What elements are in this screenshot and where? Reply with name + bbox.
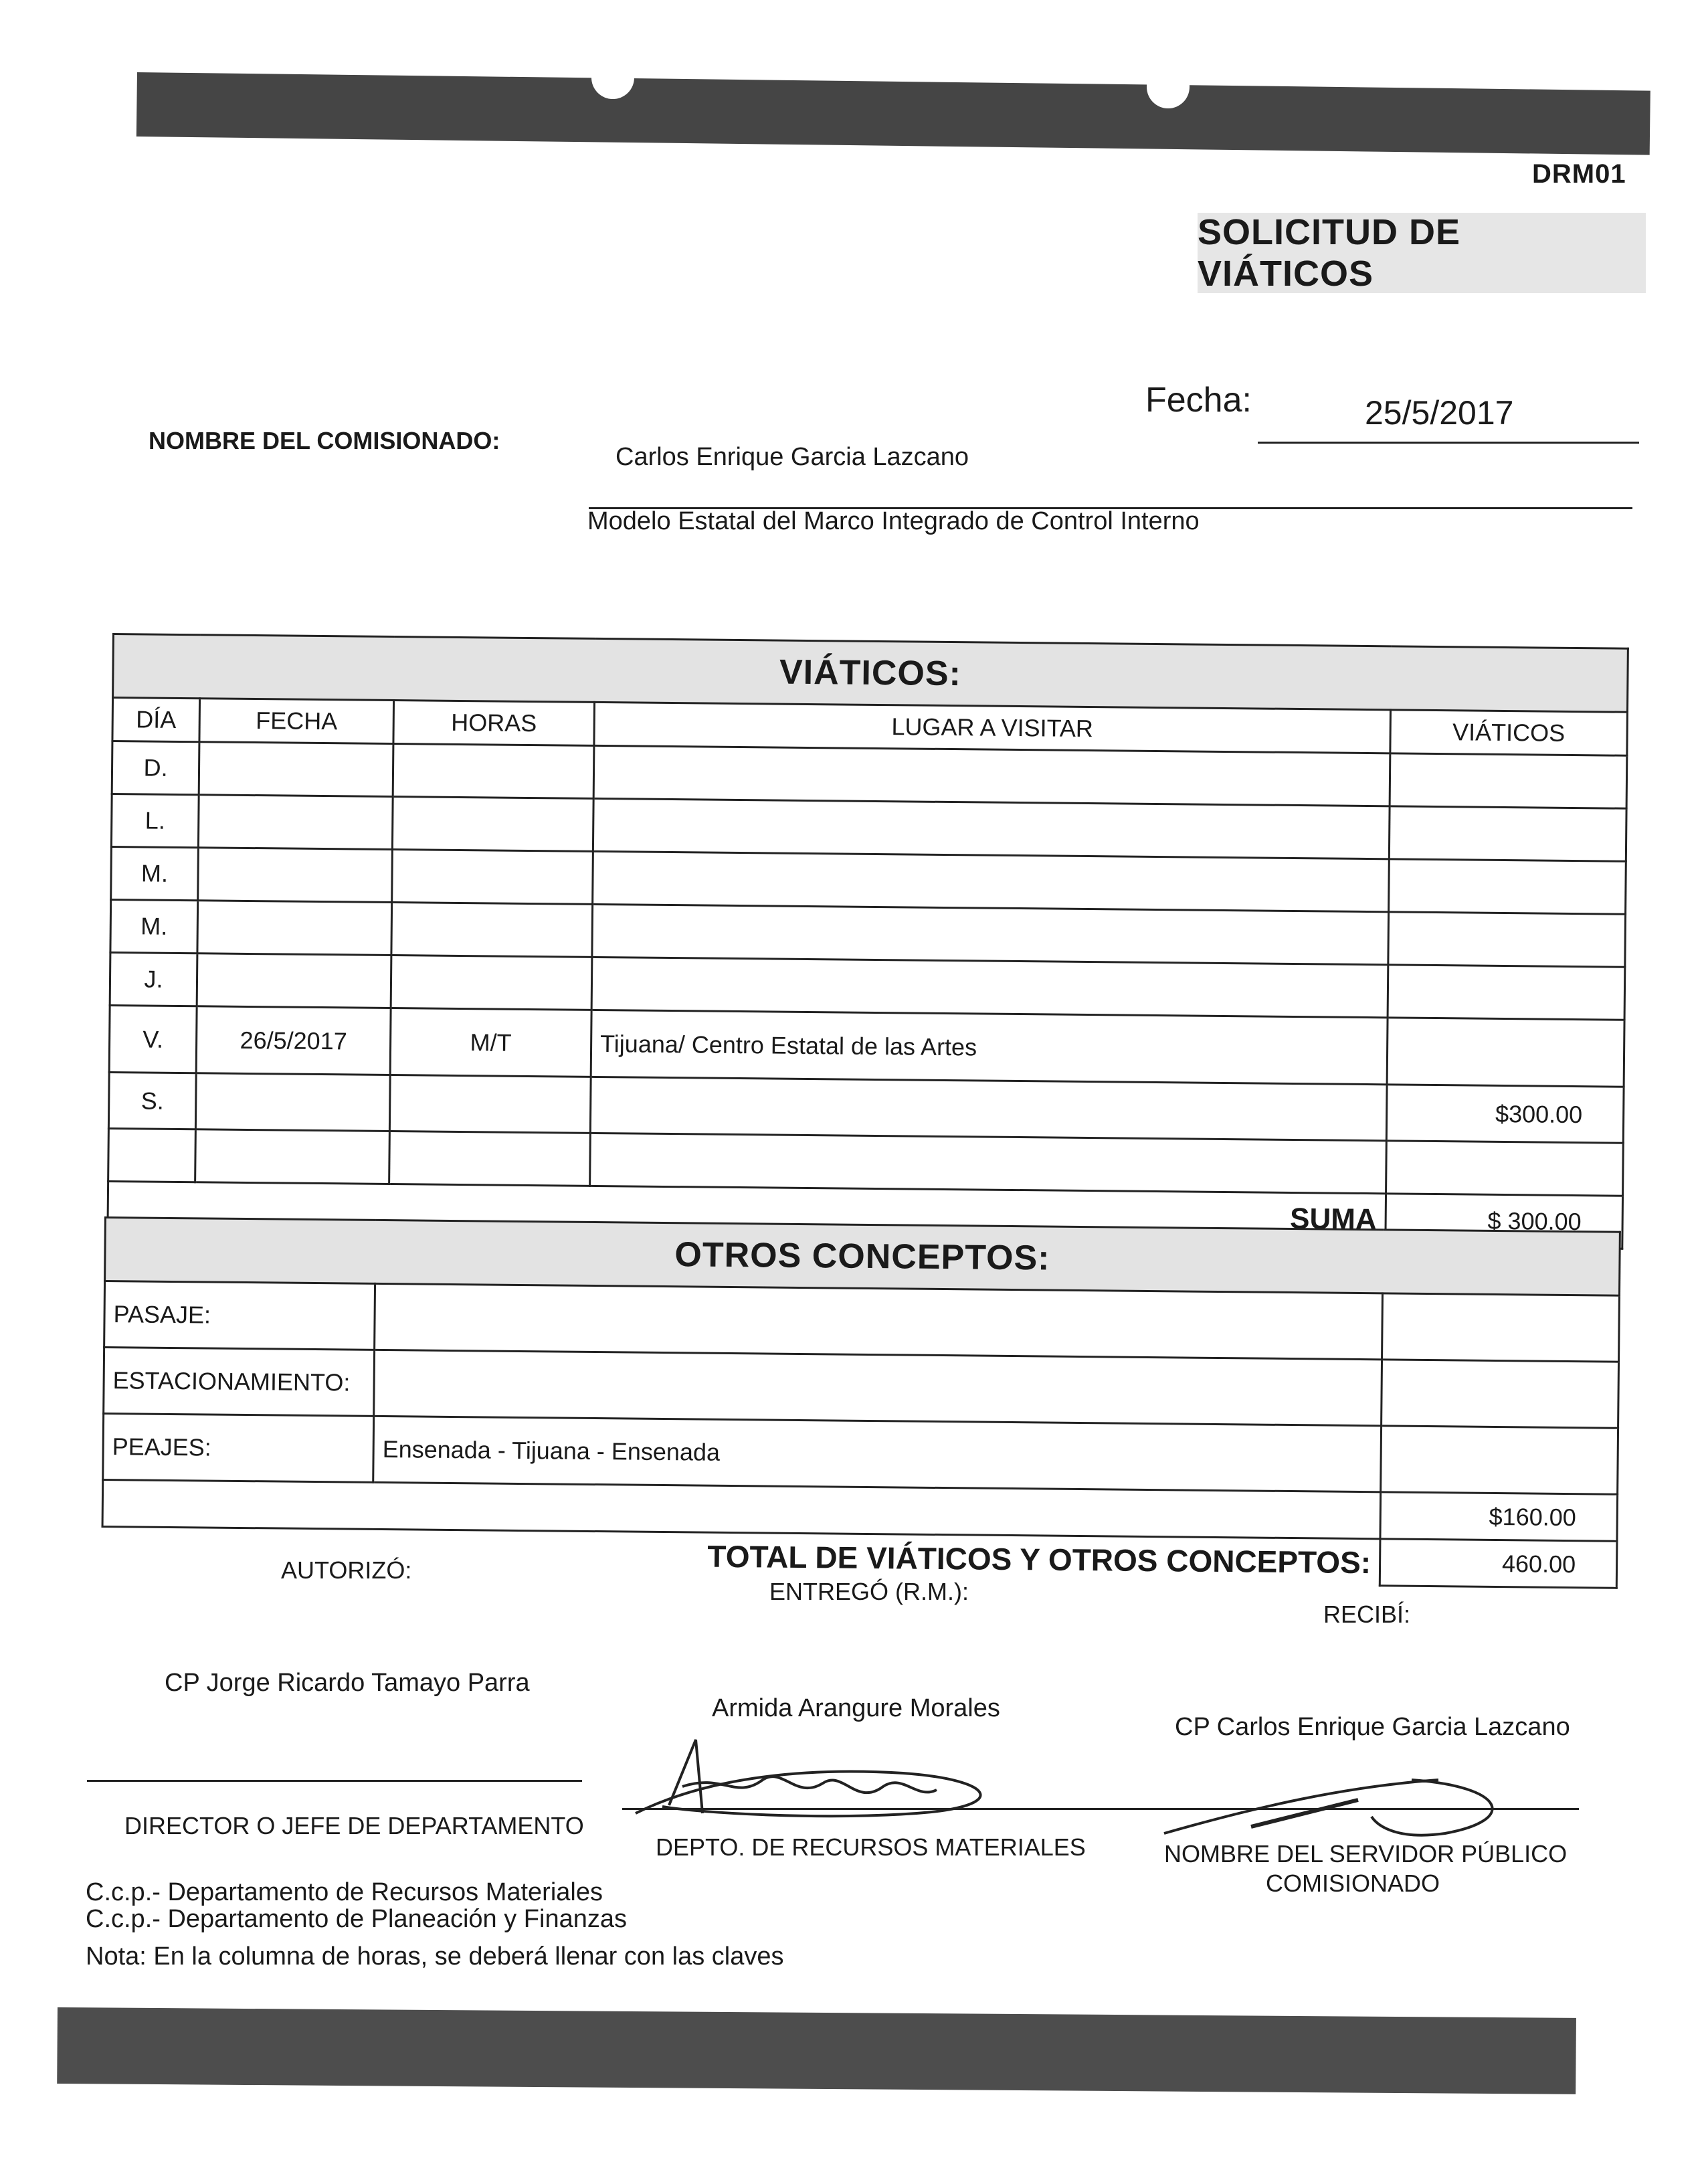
estacionamiento-descripcion	[374, 1350, 1382, 1425]
fecha-underline	[1258, 442, 1639, 444]
top-banner-bar	[136, 72, 1650, 155]
cell-lugar	[593, 798, 1390, 858]
cell-fecha	[198, 848, 393, 903]
cell-horas: M/T	[390, 1008, 591, 1077]
cell-dia	[108, 1128, 196, 1182]
form-code: DRM01	[1532, 159, 1626, 189]
viaticos-table	[106, 633, 1629, 1250]
cell-fecha	[197, 953, 391, 1008]
recibi-signature	[1157, 1753, 1532, 1847]
cell-fecha	[197, 901, 392, 955]
cell-fecha	[198, 795, 393, 850]
bottom-banner-bar	[57, 2007, 1576, 2094]
pasaje-descripcion	[375, 1283, 1383, 1359]
viaticos-title: VIÁTICOS:	[113, 634, 1628, 713]
cell-lugar	[592, 904, 1389, 964]
cell-fecha: 26/5/2017	[196, 1006, 391, 1075]
cell-viaticos: $300.00	[1386, 1085, 1624, 1143]
ccp-planeacion-finanzas: C.c.p.- Departamento de Planeación y Finanzas	[86, 1905, 627, 1933]
col-dia: DÍA	[112, 698, 200, 742]
cell-horas	[392, 850, 593, 905]
col-viaticos: VIÁTICOS	[1390, 710, 1628, 755]
recibi-cargo-line1: NOMBRE DEL SERVIDOR PÚBLICO	[1164, 1840, 1568, 1868]
cell-dia: D.	[112, 741, 199, 795]
recibi-label: RECIBÍ:	[1323, 1601, 1411, 1628]
cell-horas	[391, 903, 593, 958]
estacionamiento-label: ESTACIONAMIENTO:	[104, 1348, 375, 1417]
entrego-name: Armida Arangure Morales	[712, 1694, 1000, 1722]
autorizo-cargo: DIRECTOR O JEFE DE DEPARTAMENTO	[124, 1812, 584, 1839]
ccp-recursos-materiales: C.c.p.- Departamento de Recursos Materiales	[86, 1878, 603, 1906]
cell-horas	[391, 955, 592, 1010]
cell-lugar	[593, 745, 1390, 806]
autorizo-name: CP Jorge Ricardo Tamayo Parra	[165, 1669, 530, 1697]
estacionamiento-monto	[1382, 1360, 1619, 1428]
total-value: 460.00	[1380, 1539, 1617, 1588]
cell-dia: S.	[108, 1072, 196, 1129]
cell-horas	[392, 797, 593, 852]
fecha-value: 25/5/2017	[1365, 394, 1514, 432]
cell-fecha	[195, 1073, 390, 1131]
cell-viaticos	[1388, 965, 1625, 1020]
autorizo-sign-line	[87, 1780, 582, 1782]
cell-lugar	[593, 851, 1390, 911]
peajes-descripcion: Ensenada - Tijuana - Ensenada	[373, 1416, 1382, 1491]
pasaje-monto	[1382, 1293, 1620, 1362]
recibi-name: CP Carlos Enrique Garcia Lazcano	[1175, 1713, 1570, 1741]
entrego-cargo: DEPTO. DE RECURSOS MATERIALES	[656, 1833, 1086, 1861]
otros-section	[101, 1216, 1619, 1589]
cell-lugar	[590, 1133, 1387, 1193]
entrego-signature	[622, 1726, 1024, 1833]
cell-dia: L.	[111, 794, 199, 848]
cell-horas	[393, 744, 594, 799]
cell-viaticos	[1389, 859, 1626, 914]
cell-viaticos	[1390, 753, 1627, 808]
otros-title: OTROS CONCEPTOS:	[105, 1218, 1620, 1296]
recibi-cargo-line2: COMISIONADO	[1266, 1870, 1440, 1897]
suma-label: SUMA	[108, 1181, 1386, 1246]
peajes-label: PEAJES:	[103, 1414, 374, 1483]
pasaje-label: PASAJE:	[104, 1281, 375, 1350]
peajes-monto	[1381, 1426, 1618, 1494]
cell-lugar	[591, 957, 1388, 1017]
nota-horas: Nota: En la columna de horas, se deberá llenar con las claves	[86, 1942, 784, 1971]
fecha-label: Fecha:	[1145, 381, 1252, 420]
cell-dia: M.	[110, 899, 198, 953]
cell-lugar: Tijuana/ Centro Estatal de las Artes	[591, 1010, 1388, 1084]
cell-horas	[389, 1075, 591, 1133]
col-lugar: LUGAR A VISITAR	[594, 702, 1391, 753]
entrego-label: ENTREGÓ (R.M.):	[769, 1578, 969, 1605]
cell-viaticos	[1387, 1018, 1624, 1087]
col-fecha: FECHA	[199, 699, 394, 744]
cell-dia: J.	[110, 952, 197, 1006]
comisionado-name: Carlos Enrique Garcia Lazcano	[616, 443, 969, 471]
cell-viaticos	[1389, 806, 1626, 861]
cell-dia: V.	[109, 1005, 197, 1073]
cell-fecha	[199, 742, 393, 797]
otros-subtotal: $160.00	[1380, 1492, 1618, 1541]
cell-horas	[389, 1131, 591, 1186]
cell-dia: M.	[111, 846, 199, 900]
cell-viaticos	[1388, 912, 1626, 967]
cell-lugar	[590, 1077, 1387, 1140]
comisionado-proyecto: Modelo Estatal del Marco Integrado de Control Interno	[587, 507, 1200, 535]
total-label: TOTAL DE VIÁTICOS Y OTROS CONCEPTOS:	[707, 1538, 1372, 1580]
viaticos-section	[106, 633, 1627, 1250]
page-title: SOLICITUD DE VIÁTICOS	[1198, 213, 1646, 293]
otros-table	[101, 1216, 1621, 1589]
col-horas: HORAS	[393, 701, 595, 746]
autorizo-label: AUTORIZÓ:	[281, 1556, 412, 1584]
cell-fecha	[195, 1129, 390, 1184]
cell-viaticos	[1386, 1141, 1624, 1196]
suma-value: $ 300.00	[1386, 1194, 1623, 1249]
comisionado-label: NOMBRE DEL COMISIONADO:	[149, 427, 500, 454]
